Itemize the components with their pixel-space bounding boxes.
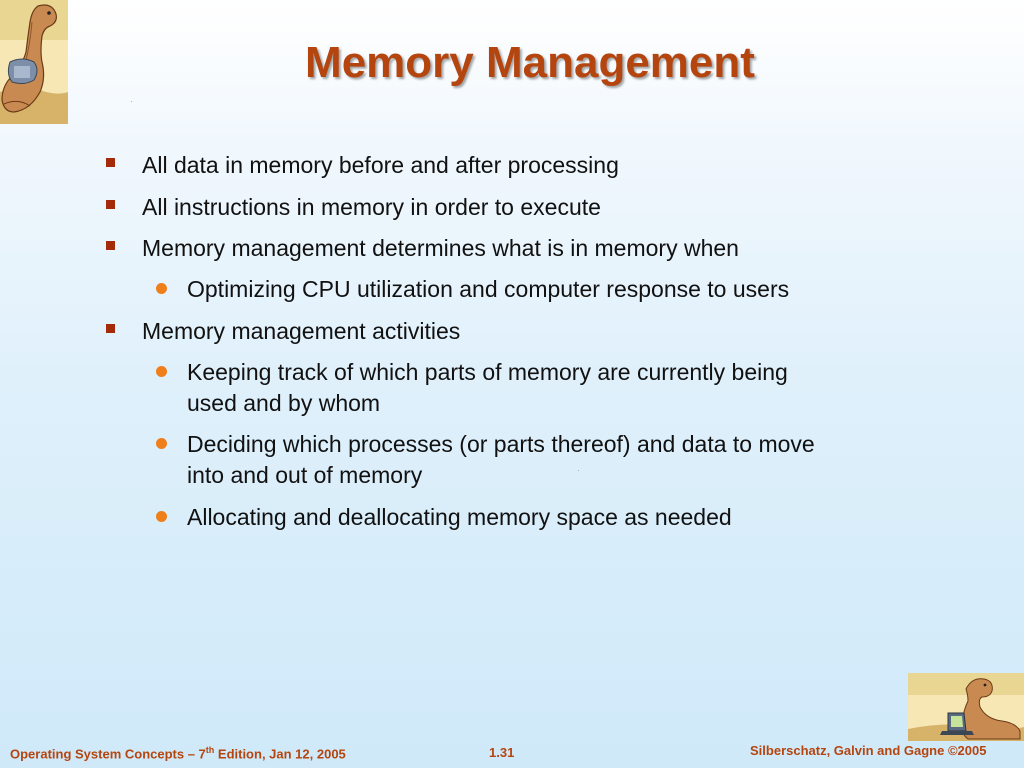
square-bullet-icon — [106, 200, 115, 209]
bullet-item: Memory management determines what is in memory when — [142, 235, 739, 261]
footer-book-title: Operating System Concepts – 7 — [10, 746, 206, 762]
sub-bullet-item: Optimizing CPU utilization and computer response to users — [187, 276, 790, 302]
sub-bullet-item: Deciding which processes (or parts thereof) and data to move — [187, 431, 815, 457]
bullet-item: All data in memory before and after processing — [142, 152, 619, 178]
stray-dot — [131, 101, 132, 102]
square-bullet-icon — [106, 324, 115, 333]
page-number: 1.31 — [489, 745, 515, 760]
bullet-item: Memory management activities — [142, 318, 461, 344]
circle-bullet-icon — [156, 438, 167, 449]
circle-bullet-icon — [156, 511, 167, 522]
footer-left — [10, 745, 346, 761]
footer-right: Silberschatz, Galvin and Gagne ©2005 — [750, 743, 987, 758]
sub-bullet-item-continuation: used and by whom — [187, 390, 381, 416]
footer-edition-superscript: th — [205, 745, 215, 755]
bullet-item: All instructions in memory in order to execute — [142, 194, 601, 220]
circle-bullet-icon — [156, 366, 167, 377]
footer-edition-date: Edition, Jan 12, 2005 — [214, 746, 346, 762]
sub-bullet-item: Allocating and deallocating memory space as needed — [187, 504, 732, 530]
dinosaur-laptop-illustration-icon — [908, 673, 1024, 741]
sub-bullet-item: Keeping track of which parts of memory are currently being — [187, 359, 788, 385]
sub-bullet-item-continuation: into and out of memory — [187, 462, 423, 488]
square-bullet-icon — [106, 158, 115, 167]
square-bullet-icon — [106, 241, 115, 250]
circle-bullet-icon — [156, 283, 167, 294]
slide-title: Memory Management — [305, 38, 755, 87]
stray-dot — [578, 470, 579, 471]
